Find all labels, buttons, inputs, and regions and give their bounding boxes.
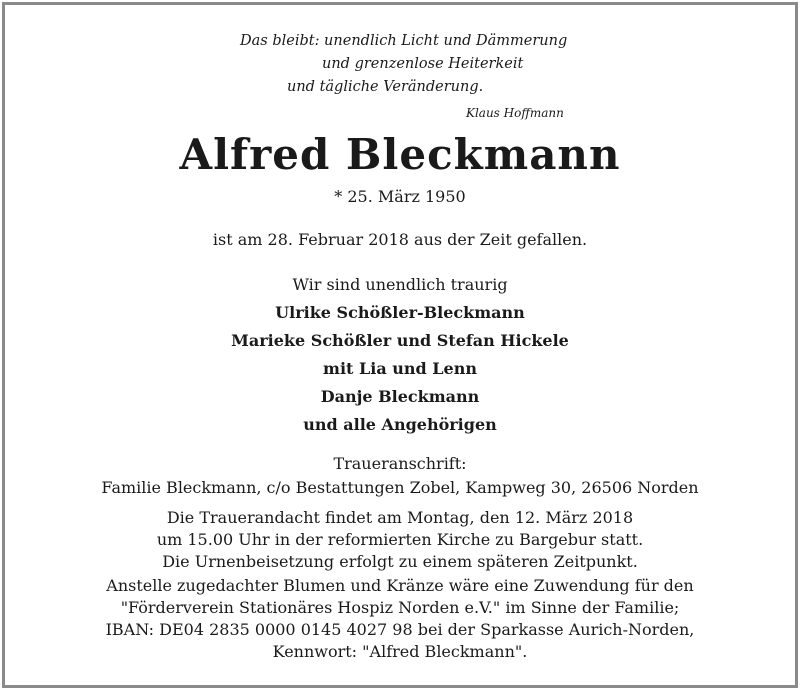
poem-line: und grenzenlose Heiterkeit: [322, 56, 524, 72]
poem-line: und tägliche Veränderung.: [287, 79, 484, 95]
mourners-intro: Wir sind unendlich traurig: [292, 275, 508, 294]
poem-author: Klaus Hoffmann: [466, 106, 564, 120]
poem-line: Das bleibt: unendlich Licht und Dämmerung: [240, 33, 568, 49]
donation-info: [0, 575, 800, 663]
mourners-block: [0, 271, 800, 439]
mourner-name: Danje Bleckmann: [320, 387, 480, 406]
service-info: [0, 507, 800, 573]
mourning-address: [0, 452, 800, 500]
service-line: Die Trauerandacht findet am Montag, den 12. März 2018: [166, 508, 634, 527]
address-value: Familie Bleckmann, c/o Bestattungen Zobel, Kampweg 30, 26506 Norden: [101, 478, 699, 497]
service-line: Die Urnenbeisetzung erfolgt zu einem späteren Zeitpunkt.: [162, 552, 638, 571]
birth-date: * 25. März 1950: [334, 187, 466, 206]
death-statement: ist am 28. Februar 2018 aus der Zeit gefallen.: [212, 230, 588, 249]
mourner-name: und alle Angehörigen: [303, 415, 497, 434]
mourner-name: Marieke Schößler und Stefan Hickele: [231, 331, 569, 350]
address-label: Traueranschrift:: [333, 454, 467, 473]
service-line: um 15.00 Uhr in der reformierten Kirche zu Bargebur statt.: [156, 530, 644, 549]
mourner-name: Ulrike Schößler-Bleckmann: [275, 303, 525, 322]
donation-line: Kennwort: "Alfred Bleckmann".: [272, 642, 528, 661]
donation-line: Anstelle zugedachter Blumen und Kränze wäre eine Zuwendung für den: [106, 576, 694, 595]
donation-line: "Förderverein Stationäres Hospiz Norden e.V." im Sinne der Familie;: [120, 598, 680, 617]
mourner-name: mit Lia und Lenn: [323, 359, 477, 378]
deceased-name: Alfred Bleckmann: [179, 130, 621, 179]
donation-line: IBAN: DE04 2835 0000 0145 4027 98 bei der Sparkasse Aurich-Norden,: [105, 620, 695, 639]
